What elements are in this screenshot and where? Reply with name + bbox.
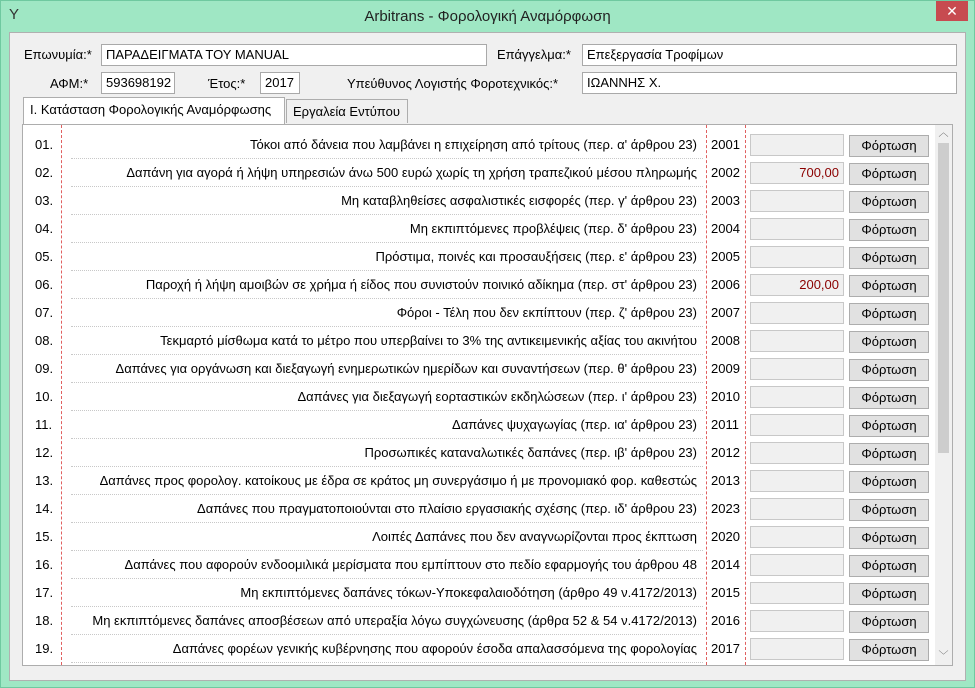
- row-number: 19.: [35, 641, 54, 656]
- row-number: 06.: [35, 277, 54, 292]
- row-code: 2008: [711, 333, 740, 348]
- row-number: 12.: [35, 445, 54, 460]
- row-value-field[interactable]: [750, 526, 844, 548]
- load-button[interactable]: Φόρτωση: [849, 135, 929, 157]
- row-description: Δαπάνες ψυχαγωγίας (περ. ια' άρθρου 23): [452, 417, 697, 432]
- row-value-field[interactable]: [750, 302, 844, 324]
- tab-tax-reconciliation[interactable]: Ι. Κατάσταση Φορολογικής Αναμόρφωσης: [23, 97, 285, 124]
- row-number: 05.: [35, 249, 54, 264]
- row-description: Προσωπικές καταναλωτικές δαπάνες (περ. ιβ' άρθρου 23): [364, 445, 697, 460]
- row-description: Λοιπές Δαπάνες που δεν αναγνωρίζονται προς έκπτωση: [372, 529, 697, 544]
- row-number: 02.: [35, 165, 54, 180]
- row-value-field[interactable]: [750, 134, 844, 156]
- load-button[interactable]: Φόρτωση: [849, 639, 929, 661]
- table-row: [23, 635, 935, 663]
- row-description: Μη εκπιπτόμενες δαπάνες τόκων-Υποκεφαλαιοδότηση (άρθρο 49 ν.4172/2013): [240, 585, 697, 600]
- tab-form-tools[interactable]: Εργαλεία Εντύπου: [286, 99, 408, 123]
- load-button[interactable]: Φόρτωση: [849, 555, 929, 577]
- table-row: [23, 299, 935, 327]
- table-row: [23, 243, 935, 271]
- load-button[interactable]: Φόρτωση: [849, 191, 929, 213]
- profession-field[interactable]: Επεξεργασία Τροφίμων: [582, 44, 957, 66]
- row-code: 2013: [711, 473, 740, 488]
- accountant-field[interactable]: ΙΩΑΝΝΗΣ Χ.: [582, 72, 957, 94]
- row-value-field[interactable]: [750, 470, 844, 492]
- row-code: 2005: [711, 249, 740, 264]
- row-code: 2016: [711, 613, 740, 628]
- close-button[interactable]: ✕: [936, 1, 968, 21]
- year-field[interactable]: 2017: [260, 72, 300, 94]
- load-button[interactable]: Φόρτωση: [849, 219, 929, 241]
- row-description: Μη καταβληθείσες ασφαλιστικές εισφορές (περ. γ' άρθρου 23): [341, 193, 697, 208]
- load-button[interactable]: Φόρτωση: [849, 499, 929, 521]
- row-value-field[interactable]: [750, 582, 844, 604]
- table-row: [23, 579, 935, 607]
- row-description: Δαπάνες φορέων γενικής κυβέρνησης που αφορούν έσοδα απαλασσόμενα της φορολογίας: [172, 641, 697, 656]
- row-description: Δαπάνη για αγορά ή λήψη υπηρεσιών άνω 500 ευρώ χωρίς τη χρήση τραπεζικού μέσου πληρωμής: [126, 165, 697, 180]
- row-code: 2007: [711, 305, 740, 320]
- reconciliation-rows: [23, 125, 935, 665]
- table-row: [23, 271, 935, 299]
- window-title: Arbitrans - Φορολογική Αναμόρφωση: [364, 8, 611, 25]
- row-value-field[interactable]: [750, 498, 844, 520]
- table-row: [23, 187, 935, 215]
- row-code: 2004: [711, 221, 740, 236]
- table-row: [23, 467, 935, 495]
- name-field[interactable]: ΠΑΡΑΔΕΙΓΜΑΤΑ ΤΟΥ MANUAL: [101, 44, 487, 66]
- year-label: Έτος:*: [208, 76, 246, 91]
- row-description: Μη εκπιπτόμενες προβλέψεις (περ. δ' άρθρου 23): [409, 221, 697, 236]
- row-value-field[interactable]: [750, 414, 844, 436]
- app-logo-icon: Y: [9, 6, 20, 23]
- row-value-field[interactable]: 700,00: [750, 162, 844, 184]
- row-code: 2009: [711, 361, 740, 376]
- row-number: 16.: [35, 557, 54, 572]
- row-value-field[interactable]: [750, 218, 844, 240]
- row-number: 08.: [35, 333, 54, 348]
- scroll-thumb[interactable]: [938, 143, 949, 453]
- row-description: Δαπάνες που αφορούν ενδοομιλικά μερίσματα που εμπίπτουν στο πεδίο εφαρμογής του άρθρου 48: [124, 557, 697, 572]
- row-code: 2011: [711, 417, 739, 432]
- table-row: [23, 607, 935, 635]
- load-button[interactable]: Φόρτωση: [849, 611, 929, 633]
- load-button[interactable]: Φόρτωση: [849, 527, 929, 549]
- load-button[interactable]: Φόρτωση: [849, 443, 929, 465]
- row-code: 2001: [711, 137, 740, 152]
- load-button[interactable]: Φόρτωση: [849, 247, 929, 269]
- table-row: [23, 355, 935, 383]
- title-bar[interactable]: [1, 1, 974, 32]
- load-button[interactable]: Φόρτωση: [849, 359, 929, 381]
- table-row: [23, 411, 935, 439]
- row-code: 2020: [711, 529, 740, 544]
- row-number: 09.: [35, 361, 54, 376]
- tab-panel: [22, 124, 953, 666]
- row-code: 2015: [711, 585, 740, 600]
- row-number: 07.: [35, 305, 54, 320]
- load-button[interactable]: Φόρτωση: [849, 387, 929, 409]
- row-number: 18.: [35, 613, 54, 628]
- table-row: [23, 439, 935, 467]
- row-number: 11.: [35, 417, 53, 432]
- row-value-field[interactable]: [750, 246, 844, 268]
- row-value-field[interactable]: [750, 190, 844, 212]
- row-value-field[interactable]: [750, 386, 844, 408]
- row-number: 13.: [35, 473, 54, 488]
- row-number: 14.: [35, 501, 54, 516]
- accountant-label: Υπεύθυνος Λογιστής Φοροτεχνικός:*: [347, 76, 559, 91]
- client-area: [9, 32, 966, 681]
- row-code: 2002: [711, 165, 740, 180]
- load-button[interactable]: Φόρτωση: [849, 275, 929, 297]
- name-label: Επωνυμία:*: [24, 47, 92, 62]
- table-row: [23, 495, 935, 523]
- table-row: [23, 215, 935, 243]
- table-row: [23, 131, 935, 159]
- row-code: 2014: [711, 557, 740, 572]
- row-code: 2003: [711, 193, 740, 208]
- row-number: 15.: [35, 529, 54, 544]
- row-value-field[interactable]: [750, 330, 844, 352]
- row-description: Φόροι - Τέλη που δεν εκπίπτουν (περ. ζ' άρθρου 23): [396, 305, 697, 320]
- table-row: [23, 551, 935, 579]
- load-button[interactable]: Φόρτωση: [849, 331, 929, 353]
- row-description: Δαπάνες που πραγματοποιούνται στο πλαίσιο εργασιακής σχέσης (περ. ιδ' άρθρου 23): [197, 501, 697, 516]
- profession-label: Επάγγελμα:*: [497, 47, 571, 62]
- load-button[interactable]: Φόρτωση: [849, 583, 929, 605]
- row-description: Δαπάνες για διεξαγωγή εορταστικών εκδηλώσεων (περ. ι' άρθρου 23): [297, 389, 697, 404]
- row-number: 04.: [35, 221, 54, 236]
- row-code: 2006: [711, 277, 740, 292]
- table-row: [23, 159, 935, 187]
- row-code: 2017: [711, 641, 740, 656]
- row-code: 2012: [711, 445, 740, 460]
- row-value-field[interactable]: [750, 554, 844, 576]
- afm-field[interactable]: 593698192: [101, 72, 175, 94]
- row-code: 2010: [711, 389, 740, 404]
- row-value-field[interactable]: [750, 638, 844, 660]
- row-description: Πρόστιμα, ποινές και προσαυξήσεις (περ. ε' άρθρου 23): [375, 249, 697, 264]
- table-row: [23, 523, 935, 551]
- load-button[interactable]: Φόρτωση: [849, 303, 929, 325]
- row-code: 2023: [711, 501, 740, 516]
- row-description: Δαπάνες για οργάνωση και διεξαγωγή ενημερωτικών ημερίδων και συναντήσεων (περ. θ' άρθρου 23): [115, 361, 697, 376]
- row-number: 01.: [35, 137, 54, 152]
- row-value-field[interactable]: [750, 442, 844, 464]
- row-number: 17.: [35, 585, 54, 600]
- row-description: Μη εκπιπτόμενες δαπάνες αποσβέσεων από υπεραξία λόγω συγχώνευσης (άρθρα 52 & 54 ν.4172/2013): [92, 613, 697, 628]
- table-row: [23, 327, 935, 355]
- row-number: 10.: [35, 389, 54, 404]
- afm-label: ΑΦΜ:*: [50, 76, 89, 91]
- row-number: 03.: [35, 193, 54, 208]
- scroll-down-icon[interactable]: ﹀: [938, 651, 949, 662]
- row-description: Τεκμαρτό μίσθωμα κατά το μέτρο που υπερβαίνει το 3% της αντικειμενικής αξίας του ακινήτου: [160, 333, 697, 348]
- row-description: Παροχή ή λήψη αμοιβών σε χρήμα ή είδος που συνιστούν ποινικό αδίκημα (περ. στ' άρθρου 23): [145, 277, 697, 292]
- row-value-field[interactable]: 200,00: [750, 274, 844, 296]
- row-value-field[interactable]: [750, 358, 844, 380]
- row-description: Δαπάνες προς φορολογ. κατοίκους με έδρα σε κράτος μη συνεργάσιμο ή με προνομιακό φορ. καθεστώς: [99, 473, 697, 488]
- row-value-field[interactable]: [750, 610, 844, 632]
- load-button[interactable]: Φόρτωση: [849, 471, 929, 493]
- table-row: [23, 383, 935, 411]
- load-button[interactable]: Φόρτωση: [849, 415, 929, 437]
- row-description: Τόκοι από δάνεια που λαμβάνει η επιχείρηση από τρίτους (περ. α' άρθρου 23): [249, 137, 697, 152]
- scroll-up-icon[interactable]: ︿: [938, 128, 949, 139]
- row-separator: [71, 662, 703, 663]
- load-button[interactable]: Φόρτωση: [849, 163, 929, 185]
- vertical-scrollbar[interactable]: [935, 125, 952, 665]
